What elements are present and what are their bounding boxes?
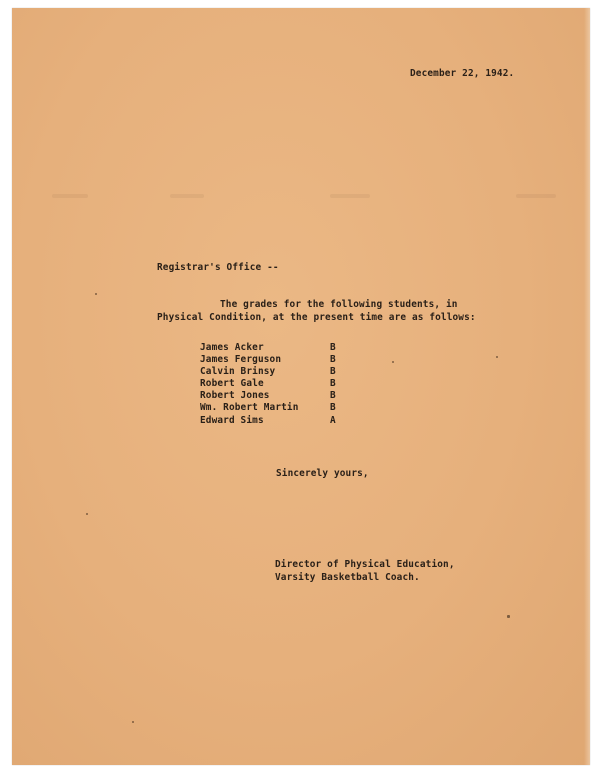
show-through-mark [52, 194, 88, 198]
show-through-mark [170, 194, 204, 198]
student-name: Calvin Brinsy [200, 366, 276, 378]
student-name: Edward Sims [200, 414, 264, 426]
student-name: James Ferguson [200, 354, 282, 366]
signature-title-line: Director of Physical Education, [275, 559, 455, 570]
paper-speck [132, 721, 134, 723]
student-grade: B [330, 378, 336, 390]
body-paragraph-line: Physical Condition, at the present time are as follows: [157, 312, 476, 323]
letter-date: December 22, 1942. [410, 68, 515, 79]
student-name: Robert Jones [200, 390, 270, 402]
student-grade: B [330, 390, 336, 402]
list-item [200, 341, 360, 353]
student-name: Wm. Robert Martin [200, 402, 299, 414]
list-item [200, 389, 360, 401]
student-name: James Acker [200, 342, 264, 353]
list-item [200, 353, 360, 365]
student-grade: B [330, 402, 336, 414]
show-through-mark [516, 194, 556, 198]
list-item [200, 414, 360, 426]
paper-speck [507, 615, 510, 618]
student-grade-list [200, 341, 360, 426]
student-grade: B [330, 354, 336, 366]
list-item [200, 401, 360, 413]
signature-title-line: Varsity Basketball Coach. [275, 572, 420, 583]
student-name: Robert Gale [200, 378, 264, 390]
student-grade: A [330, 414, 336, 426]
paper-speck [95, 293, 97, 295]
closing: Sincerely yours, [276, 468, 369, 479]
paper-speck [496, 356, 498, 358]
list-item [200, 377, 360, 389]
student-grade: B [330, 342, 336, 353]
body-paragraph-line: The grades for the following students, in [220, 299, 458, 310]
paper-speck [392, 361, 394, 363]
salutation: Registrar's Office -- [157, 262, 279, 273]
list-item [200, 365, 360, 377]
show-through-mark [330, 194, 370, 198]
student-grade: B [330, 366, 336, 378]
paper-speck [86, 513, 88, 515]
